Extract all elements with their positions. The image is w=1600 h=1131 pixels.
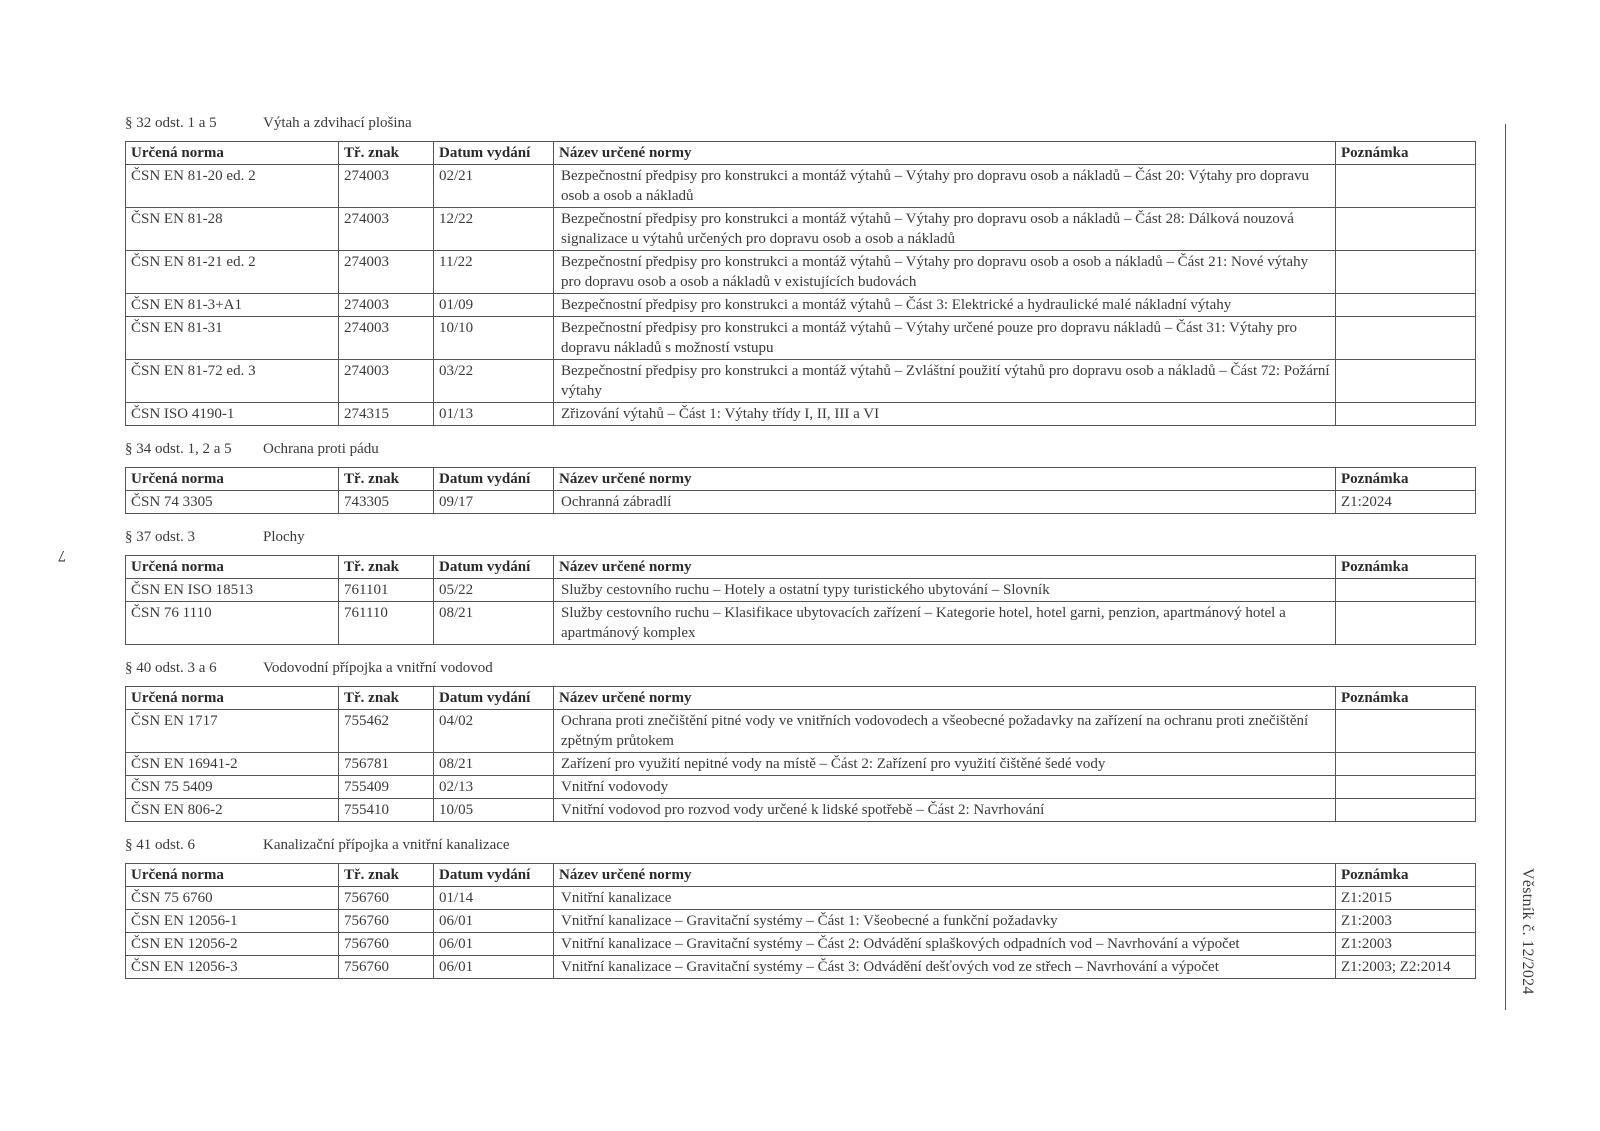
column-header: Určená norma [126,142,339,165]
cell-nazev: Vnitřní kanalizace [554,887,1336,910]
cell-datum: 09/17 [434,491,554,514]
cell-znak: 274003 [339,317,434,360]
cell-datum: 01/13 [434,403,554,426]
cell-nazev: Vnitřní kanalizace – Gravitační systémy – Část 1: Všeobecné a funkční požadavky [554,910,1336,933]
cell-norma: ČSN EN 81-28 [126,208,339,251]
cell-poznamka [1336,165,1476,208]
cell-poznamka [1336,251,1476,294]
cell-datum: 11/22 [434,251,554,294]
column-header: Název určené normy [554,864,1336,887]
cell-poznamka [1336,317,1476,360]
table-row [126,208,1476,251]
column-header: Tř. znak [339,687,434,710]
cell-nazev: Zařízení pro využití nepitné vody na místě – Část 2: Zařízení pro využití čištěné šedé vody [554,753,1336,776]
section-title: Vodovodní přípojka a vnitřní vodovod [263,660,493,676]
cell-znak: 274003 [339,294,434,317]
table-row [126,753,1476,776]
cell-datum: 05/22 [434,579,554,602]
cell-poznamka [1336,602,1476,645]
column-header: Tř. znak [339,468,434,491]
column-header: Určená norma [126,687,339,710]
table-row [126,579,1476,602]
table-header-row [126,864,1476,887]
column-header: Tř. znak [339,864,434,887]
table-row [126,887,1476,910]
cell-znak: 755409 [339,776,434,799]
cell-datum: 12/22 [434,208,554,251]
section-number: § 32 odst. 1 a 5 [125,115,217,131]
cell-nazev: Vnitřní vodovody [554,776,1336,799]
cell-poznamka [1336,208,1476,251]
table-row [126,956,1476,979]
cell-znak: 756760 [339,910,434,933]
column-header: Tř. znak [339,142,434,165]
table-row [126,360,1476,403]
table-row [126,602,1476,645]
section-title: Plochy [263,529,305,545]
table-row [126,491,1476,514]
cell-nazev: Bezpečnostní předpisy pro konstrukci a montáž výtahů – Část 3: Elektrické a hydraulické malé nákladní výtahy [554,294,1336,317]
section-heading [125,526,1475,548]
cell-znak: 274003 [339,251,434,294]
section-number: § 40 odst. 3 a 6 [125,660,217,676]
column-header: Název určené normy [554,468,1336,491]
cell-datum: 03/22 [434,360,554,403]
cell-datum: 02/13 [434,776,554,799]
column-header: Poznámka [1336,556,1476,579]
cell-norma: ČSN EN 81-20 ed. 2 [126,165,339,208]
column-header: Poznámka [1336,687,1476,710]
cell-nazev: Zřizování výtahů – Část 1: Výtahy třídy I, II, III a VI [554,403,1336,426]
cell-nazev: Vnitřní vodovod pro rozvod vody určené k lidské spotřebě – Část 2: Navrhování [554,799,1336,822]
table-header-row [126,556,1476,579]
cell-znak: 756760 [339,956,434,979]
cell-znak: 756760 [339,887,434,910]
cell-datum: 08/21 [434,602,554,645]
norms-table [125,863,1476,979]
cell-poznamka [1336,753,1476,776]
cell-poznamka [1336,799,1476,822]
column-header: Tř. znak [339,556,434,579]
cell-poznamka [1336,360,1476,403]
cell-znak: 756760 [339,933,434,956]
cell-norma: ČSN 75 5409 [126,776,339,799]
cell-poznamka: Z1:2003; Z2:2014 [1336,956,1476,979]
norms-table [125,467,1476,514]
cell-norma: ČSN EN 1717 [126,710,339,753]
column-header: Určená norma [126,864,339,887]
cell-norma: ČSN EN 806-2 [126,799,339,822]
cell-norma: ČSN 76 1110 [126,602,339,645]
document-body [125,112,1475,991]
cell-nazev: Ochrana proti znečištění pitné vody ve vnitřních vodovodech a všeobecné požadavky na zařízení na ochranu proti znečištění zpětným průtokem [554,710,1336,753]
table-row [126,165,1476,208]
cell-norma: ČSN EN 81-31 [126,317,339,360]
section-title: Kanalizační přípojka a vnitřní kanalizace [263,837,510,853]
table-row [126,710,1476,753]
column-header: Název určené normy [554,687,1336,710]
column-header: Datum vydání [434,556,554,579]
section-number: § 37 odst. 3 [125,529,196,545]
cell-nazev: Bezpečnostní předpisy pro konstrukci a montáž výtahů – Zvláštní použití výtahů pro dopravu osob a nákladů – Část 72: Požární výtahy [554,360,1336,403]
cell-poznamka [1336,579,1476,602]
norms-table [125,686,1476,822]
table-row [126,910,1476,933]
table-row [126,403,1476,426]
column-header: Datum vydání [434,687,554,710]
cell-norma: ČSN 74 3305 [126,491,339,514]
norms-table [125,555,1476,645]
column-header: Poznámka [1336,142,1476,165]
table-header-row [126,687,1476,710]
cell-znak: 755462 [339,710,434,753]
cell-datum: 04/02 [434,710,554,753]
cell-datum: 01/09 [434,294,554,317]
cell-nazev: Služby cestovního ruchu – Klasifikace ubytovacích zařízení – Kategorie hotel, hotel garni, penzion, apartmánový hotel a apartmánový komplex [554,602,1336,645]
column-header: Název určené normy [554,142,1336,165]
table-row [126,294,1476,317]
column-header: Datum vydání [434,142,554,165]
cell-datum: 08/21 [434,753,554,776]
cell-poznamka: Z1:2003 [1336,910,1476,933]
table-row [126,776,1476,799]
journal-label: Věstník č. 12/2024 [1519,868,1536,995]
cell-norma: ČSN EN 81-3+A1 [126,294,339,317]
column-header: Poznámka [1336,864,1476,887]
section-heading [125,657,1475,679]
table-header-row [126,142,1476,165]
cell-nazev: Služby cestovního ruchu – Hotely a ostatní typy turistického ubytování – Slovník [554,579,1336,602]
column-header: Poznámka [1336,468,1476,491]
cell-norma: ČSN EN 12056-1 [126,910,339,933]
cell-nazev: Bezpečnostní předpisy pro konstrukci a montáž výtahů – Výtahy pro dopravu osob a osob a nákladů – Část 21: Nové výtahy pro dopravu osob a osob a nákladů v existujících budovách [554,251,1336,294]
cell-znak: 274315 [339,403,434,426]
cell-znak: 274003 [339,208,434,251]
cell-norma: ČSN EN 81-72 ed. 3 [126,360,339,403]
column-header: Určená norma [126,468,339,491]
cell-datum: 06/01 [434,910,554,933]
cell-norma: ČSN EN 16941-2 [126,753,339,776]
section-title: Ochrana proti pádu [263,441,379,457]
cell-norma: ČSN EN 12056-3 [126,956,339,979]
cell-nazev: Bezpečnostní předpisy pro konstrukci a montáž výtahů – Výtahy pro dopravu osob a nákladů – Část 28: Dálková nouzová signalizace u výtahů určených pro dopravu osob a osob a nákladů [554,208,1336,251]
cell-nazev: Vnitřní kanalizace – Gravitační systémy – Část 3: Odvádění dešťových vod ze střech – Navrhování a výpočet [554,956,1336,979]
cell-poznamka: Z1:2024 [1336,491,1476,514]
cell-poznamka [1336,403,1476,426]
cell-nazev: Vnitřní kanalizace – Gravitační systémy – Část 2: Odvádění splaškových odpadních vod – Navrhování a výpočet [554,933,1336,956]
column-header: Určená norma [126,556,339,579]
cell-znak: 761110 [339,602,434,645]
cell-datum: 06/01 [434,956,554,979]
cell-norma: ČSN 75 6760 [126,887,339,910]
cell-datum: 02/21 [434,165,554,208]
section-heading [125,438,1475,460]
column-header: Datum vydání [434,468,554,491]
cell-nazev: Bezpečnostní předpisy pro konstrukci a montáž výtahů – Výtahy určené pouze pro dopravu nákladů – Část 31: Výtahy pro dopravu nákladů s možností vstupu [554,317,1336,360]
section-number: § 41 odst. 6 [125,837,196,853]
cell-poznamka [1336,710,1476,753]
cell-datum: 01/14 [434,887,554,910]
cell-znak: 743305 [339,491,434,514]
section-heading [125,834,1475,856]
table-row [126,317,1476,360]
table-row [126,799,1476,822]
norms-table [125,141,1476,426]
column-header: Název určené normy [554,556,1336,579]
cell-poznamka [1336,776,1476,799]
cell-nazev: Ochranná zábradlí [554,491,1336,514]
cell-znak: 274003 [339,360,434,403]
page-number: 7 [58,547,66,564]
margin-rule [1505,124,1506,1010]
table-row [126,251,1476,294]
cell-datum: 10/10 [434,317,554,360]
cell-poznamka: Z1:2015 [1336,887,1476,910]
cell-znak: 756781 [339,753,434,776]
section-number: § 34 odst. 1, 2 a 5 [125,441,232,457]
cell-norma: ČSN EN ISO 18513 [126,579,339,602]
cell-znak: 761101 [339,579,434,602]
cell-datum: 10/05 [434,799,554,822]
cell-znak: 755410 [339,799,434,822]
cell-norma: ČSN EN 12056-2 [126,933,339,956]
cell-poznamka: Z1:2003 [1336,933,1476,956]
cell-poznamka [1336,294,1476,317]
cell-norma: ČSN ISO 4190-1 [126,403,339,426]
cell-znak: 274003 [339,165,434,208]
section-title: Výtah a zdvihací plošina [263,115,412,131]
table-header-row [126,468,1476,491]
table-row [126,933,1476,956]
cell-datum: 06/01 [434,933,554,956]
cell-nazev: Bezpečnostní předpisy pro konstrukci a montáž výtahů – Výtahy pro dopravu osob a nákladů – Část 20: Výtahy pro dopravu osob a osob a nákladů [554,165,1336,208]
column-header: Datum vydání [434,864,554,887]
cell-norma: ČSN EN 81-21 ed. 2 [126,251,339,294]
section-heading [125,112,1475,134]
